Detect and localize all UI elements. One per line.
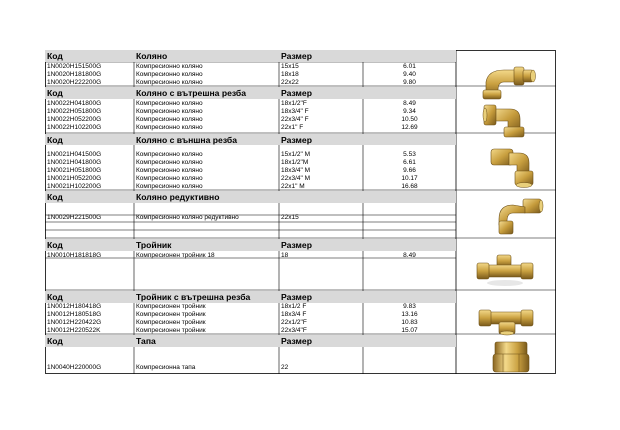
- header-code: Код: [47, 292, 63, 302]
- cell-name: Компресионен тройник: [136, 327, 206, 334]
- table-row: [45, 311, 456, 319]
- cell-price: 6.61: [403, 159, 416, 166]
- header-code: Код: [47, 135, 63, 145]
- header-code: Код: [47, 192, 63, 202]
- cell-price: 15.07: [401, 327, 418, 334]
- cell-size: 22x3/4"F: [281, 327, 307, 334]
- header-product: Коляно: [136, 51, 168, 61]
- header-product: Тройник с вътрешна резба: [136, 292, 251, 302]
- section-header: [45, 191, 456, 203]
- cell-size: 18x1/2 F: [281, 303, 307, 310]
- cell-name: Компресионен тройник: [136, 319, 206, 326]
- cell-code: 1N0012H180418G: [47, 303, 102, 310]
- cell-name: Компресионно коляно редуктивно: [136, 214, 239, 221]
- cell-code: 1N0022H051800G: [47, 108, 102, 115]
- header-size: Размер: [281, 292, 312, 302]
- table-row: [45, 183, 456, 191]
- cell-price: 9.40: [403, 71, 416, 78]
- section-header: [45, 239, 456, 251]
- table-row: [45, 151, 456, 159]
- section-header: [45, 335, 456, 347]
- cell-price: 10.17: [401, 175, 418, 182]
- cell-size: 18: [281, 252, 289, 259]
- cell-name: Компресионно коляно: [136, 63, 203, 70]
- cell-size: 22x1" F: [281, 124, 304, 131]
- cell-size: 15x1/2" M: [281, 151, 311, 158]
- cell-price: 9.80: [403, 79, 416, 86]
- cell-price: 10.50: [401, 116, 418, 123]
- cell-name: Компресионно коляно: [136, 71, 203, 78]
- cell-name: Компресионна тапа: [136, 364, 196, 371]
- male-thread-elbow-image: [487, 145, 537, 189]
- cell-size: 18x3/4" M: [281, 167, 311, 174]
- header-size: Размер: [281, 240, 312, 250]
- cell-size: 22x15: [281, 214, 299, 221]
- cell-price: 5.53: [403, 151, 416, 158]
- cell-price: 16.68: [401, 183, 418, 190]
- cell-price: 12.69: [401, 124, 418, 131]
- cell-name: Компресионно коляно: [136, 159, 203, 166]
- cell-size: 18x1/2"M: [281, 159, 309, 166]
- table-row: [45, 319, 456, 327]
- cell-name: Компресионно коляно: [136, 183, 203, 190]
- header-size: Размер: [281, 135, 312, 145]
- header-product: Тапа: [136, 336, 156, 346]
- header-product: Коляно редуктивно: [136, 192, 220, 202]
- cell-name: Компресионно коляно: [136, 100, 203, 107]
- cell-size: 15x15: [281, 63, 299, 70]
- table-row: [45, 303, 456, 311]
- cell-size: 18x18: [281, 71, 299, 78]
- header-size: Размер: [281, 51, 312, 61]
- cell-price: 9.83: [403, 303, 416, 310]
- cell-size: 18x1/2"F: [281, 100, 307, 107]
- cell-name: Компресионно коляно: [136, 167, 203, 174]
- header-code: Код: [47, 88, 63, 98]
- table-row: [45, 167, 456, 175]
- header-product: Коляно с външна резба: [136, 135, 237, 145]
- cell-price: 10.83: [401, 319, 418, 326]
- cell-code: 1N0010H181818G: [47, 252, 102, 259]
- cell-code: 1N0021H052200G: [47, 175, 102, 182]
- cell-size: 22x1" M: [281, 183, 305, 190]
- table-row: [45, 327, 456, 335]
- cell-code: 1N0021H102200G: [47, 183, 102, 190]
- cell-size: 18x3/4 F: [281, 311, 307, 318]
- cell-code: 1N0040H220000G: [47, 364, 102, 371]
- header-product: Коляно с вътрешна резба: [136, 88, 247, 98]
- cell-size: 22: [281, 364, 289, 371]
- cell-code: 1N0022H052200G: [47, 116, 102, 123]
- cell-size: 22x22: [281, 79, 299, 86]
- cell-code: 1N0012H180518G: [47, 311, 102, 318]
- cell-code: 1N0020H181800G: [47, 71, 102, 78]
- table-row: [45, 214, 456, 222]
- header-code: Код: [47, 240, 63, 250]
- cell-code: 1N0021H041800G: [47, 159, 102, 166]
- cell-name: Компресионно коляно: [136, 108, 203, 115]
- cell-price: 8.49: [403, 252, 416, 259]
- table-row: [45, 252, 456, 260]
- price-sheet: [45, 50, 556, 374]
- header-code: Код: [47, 336, 63, 346]
- cell-size: 18x3/4" F: [281, 108, 309, 115]
- cell-code: 1N0029H221500G: [47, 214, 102, 221]
- header-code: Код: [47, 51, 63, 61]
- cell-code: 1N0020H151500G: [47, 63, 102, 70]
- cell-price: 13.16: [401, 311, 418, 318]
- table-row: [45, 124, 456, 132]
- header-size: Размер: [281, 88, 312, 98]
- cell-name: Компресионен тройник: [136, 311, 206, 318]
- cell-size: 22x3/4" M: [281, 175, 311, 182]
- table-row: [45, 63, 456, 71]
- cell-price: 9.66: [403, 167, 416, 174]
- header-size: Размер: [281, 336, 312, 346]
- header-product: Тройник: [136, 240, 172, 250]
- cell-name: Компресионно коляно: [136, 151, 203, 158]
- cell-code: 1N0021H051800G: [47, 167, 102, 174]
- cell-code: 1N0022H102200G: [47, 124, 102, 131]
- table-row: [45, 79, 456, 87]
- cell-name: Компресионно коляно: [136, 116, 203, 123]
- cell-code: 1N0012H220522K: [47, 327, 101, 334]
- cell-code: 1N0021H041500G: [47, 151, 102, 158]
- cell-name: Компресионно коляно: [136, 79, 203, 86]
- table-row: [45, 71, 456, 79]
- cell-name: Компресионен тройник 18: [136, 252, 215, 259]
- cell-code: 1N0022H041800G: [47, 100, 102, 107]
- table-row: [45, 100, 456, 108]
- table-row: [45, 116, 456, 124]
- section-header: [45, 87, 456, 99]
- cell-size: 22x3/4" F: [281, 116, 309, 123]
- cell-code: 1N0020H222200G: [47, 79, 102, 86]
- cell-name: Компресионно коляно: [136, 175, 203, 182]
- cell-name: Компресионно коляно: [136, 124, 203, 131]
- cell-price: 9.34: [403, 108, 416, 115]
- table-row: [45, 364, 456, 372]
- table-row: [45, 175, 456, 183]
- cell-name: Компресионен тройник: [136, 303, 206, 310]
- compression-cap-image: [491, 340, 531, 374]
- table-row: [45, 108, 456, 116]
- section-header: [45, 50, 456, 62]
- section-header: [45, 291, 456, 303]
- female-thread-tee-image: [477, 302, 535, 336]
- table-row: [45, 159, 456, 167]
- female-thread-elbow-image: [482, 99, 536, 139]
- cell-code: 1N0012H220422G: [47, 319, 102, 326]
- compression-tee-image: [475, 253, 535, 291]
- section-header: [45, 134, 456, 145]
- reducing-elbow-image: [497, 195, 545, 237]
- cell-price: 8.49: [403, 100, 416, 107]
- compression-elbow-image: [478, 60, 538, 102]
- cell-price: 6.01: [403, 63, 416, 70]
- cell-size: 22x1/2"F: [281, 319, 307, 326]
